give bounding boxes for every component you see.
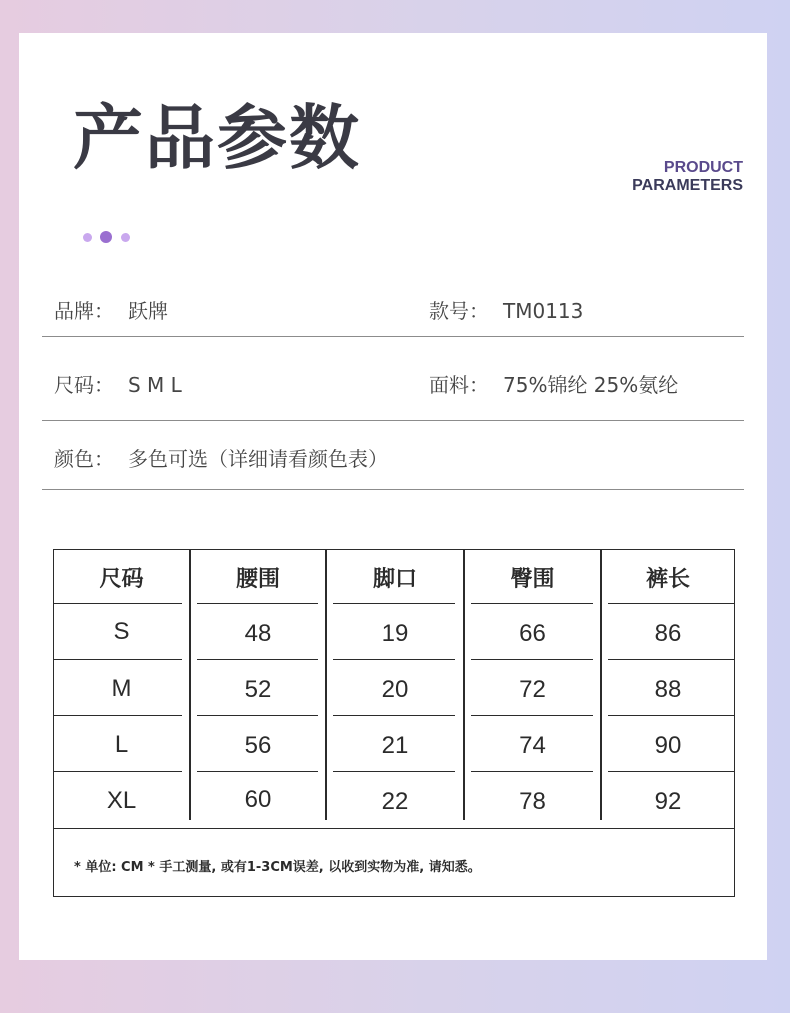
row-divider xyxy=(197,771,318,772)
table-cell: 66 xyxy=(519,620,546,647)
page-title: 产品参数 xyxy=(73,97,361,179)
content-card xyxy=(19,33,767,960)
table-cell: 90 xyxy=(654,732,682,759)
row-divider xyxy=(197,603,318,604)
size-table xyxy=(53,549,735,897)
brand-label: 品牌： xyxy=(54,299,114,323)
header-cell-waist: 腰围 xyxy=(235,567,280,592)
table-cell: 78 xyxy=(519,788,546,815)
row-divider xyxy=(54,659,182,660)
table-cell: 72 xyxy=(519,676,546,703)
dot-decoration xyxy=(121,233,130,242)
model-field xyxy=(429,295,583,324)
fabric-label: 面料： xyxy=(429,373,489,397)
fabric-value: 75%锦纶 25%氨纶 xyxy=(503,373,679,397)
table-cell: 48 xyxy=(244,620,272,647)
header-cell-size: 尺码 xyxy=(99,567,144,592)
color-label: 颜色： xyxy=(54,447,114,471)
table-cell: 74 xyxy=(519,732,546,759)
dot-decoration xyxy=(100,231,112,243)
row-divider xyxy=(197,659,318,660)
table-cell: 20 xyxy=(381,676,409,703)
row-divider xyxy=(608,771,734,772)
row-divider xyxy=(333,771,455,772)
table-cell: 19 xyxy=(381,620,409,647)
table-cell: M xyxy=(111,675,132,702)
subtitle-line-1: PRODUCT xyxy=(663,159,743,176)
color-field xyxy=(54,443,388,472)
table-separator xyxy=(54,828,734,829)
row-divider xyxy=(333,715,455,716)
table-cell: 86 xyxy=(654,620,682,647)
page-subtitle xyxy=(632,159,743,195)
table-cell: 92 xyxy=(654,788,682,815)
info-row-size xyxy=(42,369,744,421)
row-divider xyxy=(471,603,593,604)
brand-value: 跃牌 xyxy=(128,299,168,323)
row-divider xyxy=(333,603,455,604)
brand-field xyxy=(54,295,168,324)
header-cell-length: 裤长 xyxy=(645,567,690,592)
table-cell: 52 xyxy=(244,676,272,703)
row-divider xyxy=(197,715,318,716)
row-divider xyxy=(54,771,182,772)
header-cell-hem: 脚口 xyxy=(372,567,417,592)
subtitle-line-2: PARAMETERS xyxy=(632,177,743,194)
color-value: 多色可选（详细请看颜色表） xyxy=(128,447,388,471)
measurement-note: * 单位: CM * 手工测量, 或有1-3CM误差, 以收到实物为准, 请知悉。 xyxy=(74,860,481,875)
info-row-color xyxy=(42,443,744,490)
table-cell: 22 xyxy=(381,788,409,815)
header-cell-hip: 臀围 xyxy=(510,567,555,592)
fabric-field xyxy=(429,369,678,398)
info-row-brand xyxy=(42,295,744,337)
table-cell: 56 xyxy=(244,732,272,759)
size-label: 尺码： xyxy=(54,373,114,397)
table-cell: L xyxy=(114,731,129,758)
table-cell: 21 xyxy=(381,732,409,759)
row-divider xyxy=(54,715,182,716)
table-cell: XL xyxy=(106,787,137,814)
row-divider xyxy=(608,603,734,604)
model-label: 款号： xyxy=(429,299,489,323)
row-divider xyxy=(54,603,182,604)
row-divider xyxy=(608,715,734,716)
size-value: S M L xyxy=(128,373,182,397)
dot-decoration xyxy=(83,233,92,242)
table-cell: 60 xyxy=(244,786,272,813)
table-cell: S xyxy=(113,618,130,645)
row-divider xyxy=(608,659,734,660)
row-divider xyxy=(471,715,593,716)
row-divider xyxy=(471,659,593,660)
model-value: TM0113 xyxy=(503,299,584,323)
row-divider xyxy=(333,659,455,660)
row-divider xyxy=(471,771,593,772)
table-cell: 88 xyxy=(654,676,682,703)
size-field xyxy=(54,369,182,398)
